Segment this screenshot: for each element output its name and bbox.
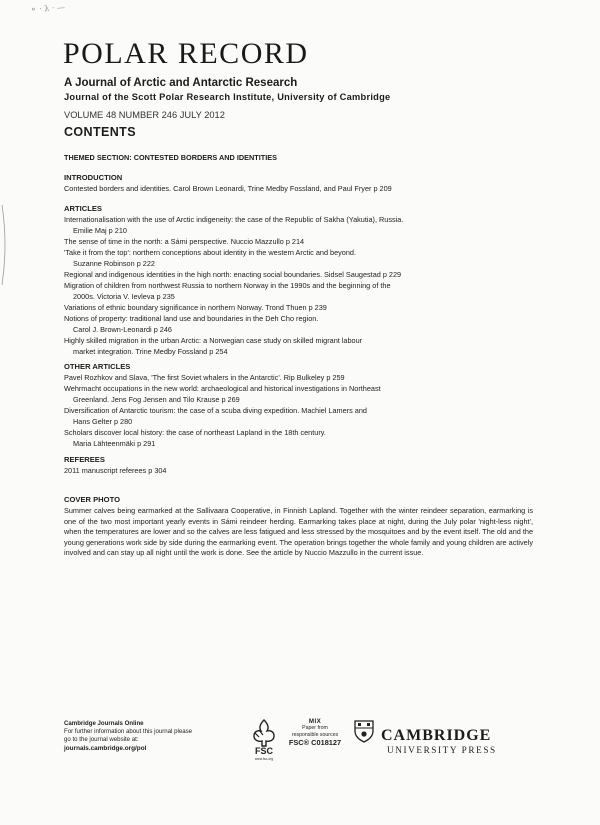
- cambridge-journals-online-block: [64, 720, 192, 753]
- toc-entry: Contested borders and identities. Carol Brown Leonardi, Trine Medby Fossland, and Paul Fryer p 209: [64, 184, 392, 193]
- page-edge-mark: [0, 200, 10, 290]
- toc-entry: Maria Lähteenmäki p 291: [73, 439, 156, 448]
- toc-entry: 2000s. Victoria V. Ievleva p 235: [73, 292, 175, 301]
- toc-entry: Carol J. Brown-Leonardi p 246: [73, 325, 172, 334]
- online-info-line: go to the journal website at:: [64, 736, 139, 744]
- fsc-label: FSC: [255, 746, 273, 756]
- toc-entry: Greenland. Jens Fog Jensen and Tilo Krause p 269: [73, 395, 240, 404]
- toc-entry: Internationalisation with the use of Arctic indigeneity: the case of the Republic of Sakha (Yakutia), Russia.: [64, 215, 404, 224]
- toc-entry: Migration of children from northwest Russia to northern Norway in the 1990s and the beginning of the: [64, 281, 391, 290]
- mix-line: responsible sources: [291, 731, 339, 738]
- toc-entry: Emilie Maj p 210: [73, 226, 127, 235]
- toc-entry: Suzanne Robinson p 222: [73, 259, 155, 268]
- online-title: Cambridge Journals Online: [64, 720, 144, 727]
- other-articles-heading: OTHER ARTICLES: [64, 362, 131, 371]
- publisher-name-line2: UNIVERSITY PRESS: [387, 745, 497, 755]
- cover-photo-description: Summer calves being earmarked at the Sallivaara Cooperative, in Finnish Lapland. Together with the winter reindeer separation, earmarking is one of the two most important yearly events in Sámi reindeer herding. Earmarking takes place at night, during the July polar 'night-less night', when the temperatures are lower and so the calves are less fatigued and less stressed by the mosquitoes and by the event itself. The old and the young generations work side by side during the earmarking event. The operation brings together the whole family and young children are actively involved and can stay up all night until the work is done. See the article by Nuccio Mazzullo in the current issue.: [64, 506, 533, 558]
- journal-website-link[interactable]: journals.cambridge.org/pol: [64, 744, 147, 752]
- handwritten-mark: ⚬ · λ · —: [29, 2, 66, 15]
- mix-line: Paper from: [302, 725, 328, 732]
- cambridge-crest-icon: [353, 719, 375, 743]
- fsc-mix-label: [283, 719, 347, 746]
- journal-title: POLAR RECORD: [63, 37, 309, 70]
- toc-entry: Variations of ethnic boundary significance in northern Norway. Trond Thuen p 239: [64, 303, 327, 312]
- mix-title: MIX: [308, 718, 322, 725]
- toc-entry: Wehrmacht occupations in the new world: archaeological and historical investigations in Northeast: [64, 384, 381, 393]
- toc-entry: Highly skilled migration in the urban Arctic: a Norwegian case study on skilled migrant labour: [64, 336, 363, 345]
- journal-affiliation: Journal of the Scott Polar Research Institute, University of Cambridge: [64, 92, 391, 102]
- toc-entry: Pavel Rozhkov and Slava, 'The first Soviet whalers in the Antarctic'. Rip Bulkeley p 259: [64, 373, 345, 382]
- fsc-url: www.fsc.org: [254, 757, 274, 761]
- toc-entry: 2011 manuscript referees p 304: [64, 466, 167, 475]
- toc-entry: Regional and indigenous identities in the high north: enacting social boundaries. Sidsel Saugestad p 229: [64, 270, 402, 279]
- fsc-logo-icon: [241, 716, 287, 762]
- articles-heading: ARTICLES: [64, 204, 102, 213]
- toc-entry: Hans Gelter p 280: [73, 417, 133, 426]
- referees-heading: REFEREES: [64, 455, 105, 464]
- toc-entry: The sense of time in the north: a Sámi perspective. Nuccio Mazzullo p 214: [64, 237, 305, 246]
- contents-heading: CONTENTS: [64, 125, 136, 139]
- publisher-name: CAMBRIDGE: [381, 727, 492, 744]
- fsc-license-code: FSC® C018127: [288, 737, 342, 747]
- toc-entry: market integration. Trine Medby Fossland p 254: [73, 347, 228, 356]
- journal-subtitle: A Journal of Arctic and Antarctic Research: [64, 77, 298, 89]
- toc-entry: Diversification of Antarctic tourism: the case of a scuba diving expedition. Machiel Lamers and: [64, 406, 367, 415]
- themed-section-heading: THEMED SECTION: CONTESTED BORDERS AND IDENTITIES: [64, 153, 277, 162]
- introduction-heading: INTRODUCTION: [64, 173, 123, 182]
- online-info-line: For further information about this journal please: [64, 728, 193, 736]
- cover-photo-heading: COVER PHOTO: [64, 495, 120, 504]
- volume-issue-line: VOLUME 48 NUMBER 246 JULY 2012: [64, 110, 225, 120]
- toc-entry: Notions of property: traditional land use and boundaries in the Deh Cho region.: [64, 314, 319, 323]
- toc-entry: Scholars discover local history: the case of northeast Lapland in the 18th century.: [64, 428, 326, 437]
- toc-entry: 'Take it from the top': northern conceptions about identity in the western Arctic and beyond.: [64, 248, 356, 257]
